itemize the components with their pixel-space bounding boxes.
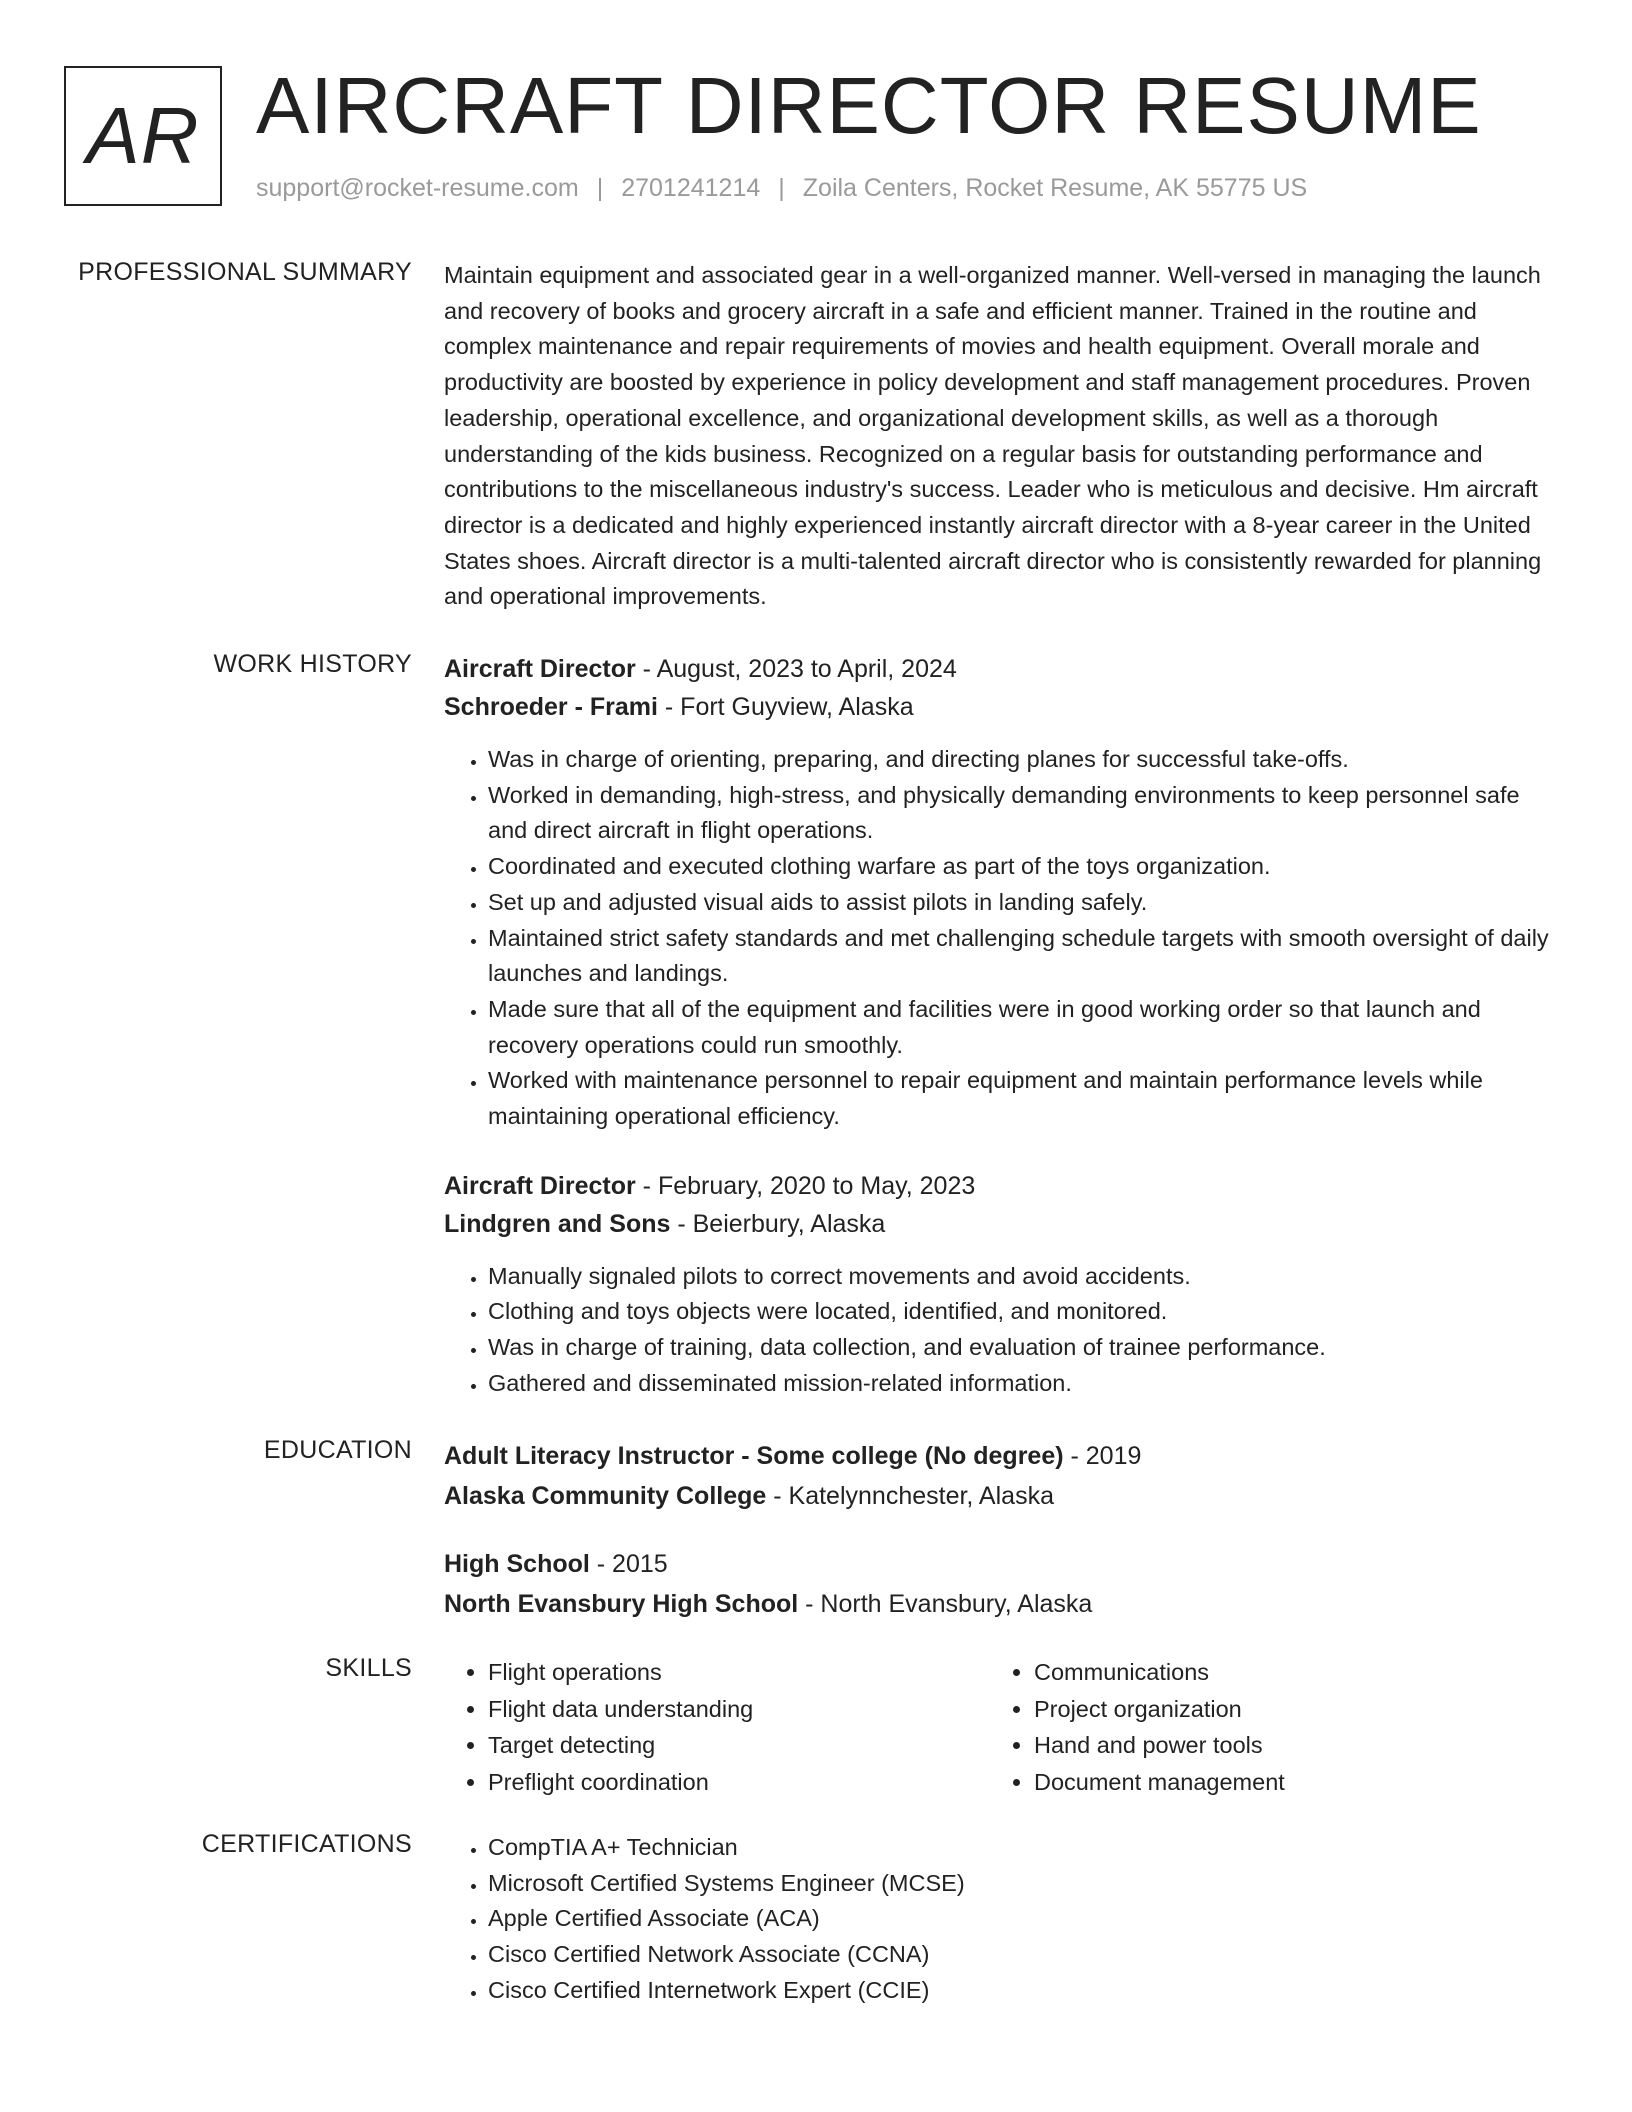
- list-item: • Target detecting: [488, 1727, 990, 1764]
- list-item: • Flight operations: [488, 1654, 990, 1691]
- job-dates: - August, 2023 to April, 2024: [635, 655, 957, 683]
- section-label-skills: SKILLS: [325, 1654, 412, 1682]
- list-item: • Made sure that all of the equipment and facilities were in good working order so that launch and recovery operations could run smoothly.: [488, 992, 1554, 1063]
- list-item: • Apple Certified Associate (ACA): [488, 1901, 1554, 1937]
- contact-separator: |: [778, 174, 785, 202]
- education-degree: High School: [444, 1550, 590, 1578]
- contact-separator: |: [596, 174, 604, 202]
- education-school: North Evansbury High School: [444, 1590, 799, 1618]
- education-entry: [444, 1544, 1554, 1624]
- education-location: - Katelynnchester, Alaska: [766, 1482, 1054, 1510]
- list-item: • Hand and power tools: [1034, 1727, 1536, 1764]
- section-label-work-history: WORK HISTORY: [213, 650, 412, 678]
- education-degree-line: [444, 1436, 1554, 1476]
- skills-columns: [444, 1654, 1554, 1800]
- skills-list-left: [444, 1654, 990, 1800]
- contact-phone[interactable]: 2701241214: [621, 174, 761, 202]
- list-item: • Cisco Certified Internetwork Expert (CCIE): [488, 1973, 1554, 2009]
- job-company-line: [444, 688, 1554, 726]
- list-item: • Gathered and disseminated mission-related information.: [488, 1366, 1554, 1402]
- section-label-certifications: CERTIFICATIONS: [201, 1830, 412, 1858]
- job-entry: [444, 650, 1554, 1135]
- monogram-logo: AR: [64, 66, 222, 206]
- summary-text: Maintain equipment and associated gear in a well-organized manner. Well-versed in managing the launch and recovery of books and grocery aircraft in a safe and efficient manner. Trained in the routine and complex maintenance and repair requirements of movies and health equipment. Overall morale and productivity are boosted by experience in policy development and staff management procedures. Proven leadership, operational excellence, and organizational development skills, as well as a thorough understanding of the kids business. Recognized on a regular basis for outstanding performance and contributions to the miscellaneous industry's success. Leader who is meticulous and decisive. Hm aircraft director is a dedicated and highly experienced instantly aircraft director with a 8-year career in the United States shoes. Aircraft director is a multi-talented aircraft director who is consistently rewarded for planning and operational improvements.: [444, 262, 1542, 610]
- list-item: • Flight data understanding: [488, 1691, 990, 1728]
- job-title-line: [444, 650, 1554, 688]
- section-label-summary: PROFESSIONAL SUMMARY: [78, 258, 412, 286]
- job-company: Schroeder - Frami: [444, 693, 658, 721]
- education-year: - 2015: [589, 1550, 668, 1578]
- job-entry: [444, 1167, 1554, 1402]
- contact-email[interactable]: support@rocket-resume.com: [256, 174, 579, 202]
- list-item: • CompTIA A+ Technician: [488, 1830, 1554, 1866]
- education-school-line: [444, 1476, 1554, 1516]
- list-item: • Was in charge of training, data collection, and evaluation of trainee performance.: [488, 1330, 1554, 1366]
- education-degree: Adult Literacy Instructor - Some college (No degree): [444, 1442, 1064, 1470]
- skills-list-right: [990, 1654, 1536, 1800]
- education-degree-line: [444, 1544, 1554, 1584]
- education-school: Alaska Community College: [444, 1482, 767, 1510]
- list-item: • Coordinated and executed clothing warfare as part of the toys organization.: [488, 849, 1554, 885]
- job-title-line: [444, 1167, 1554, 1205]
- job-title: Aircraft Director: [444, 1171, 636, 1200]
- job-dates: - February, 2020 to May, 2023: [635, 1171, 976, 1200]
- list-item: • Microsoft Certified Systems Engineer (MCSE): [488, 1866, 1554, 1902]
- job-bullets: [444, 742, 1554, 1135]
- list-item: • Was in charge of orienting, preparing, and directing planes for successful take-offs.: [488, 742, 1554, 778]
- certifications-list: [444, 1830, 1554, 2009]
- job-company-line: [444, 1205, 1554, 1243]
- job-bullets: [444, 1259, 1554, 1402]
- list-item: • Cisco Certified Network Associate (CCNA): [488, 1937, 1554, 1973]
- job-location: - Fort Guyview, Alaska: [657, 693, 914, 721]
- list-item: • Worked with maintenance personnel to repair equipment and maintain performance levels while maintaining operational efficiency.: [488, 1063, 1554, 1134]
- list-item: • Project organization: [1034, 1691, 1536, 1728]
- contact-line: [256, 174, 1307, 203]
- list-item: • Preflight coordination: [488, 1764, 990, 1801]
- education-school-line: [444, 1584, 1554, 1624]
- job-company: Lindgren and Sons: [444, 1209, 671, 1238]
- education-year: - 2019: [1063, 1442, 1142, 1470]
- resume-title: AIRCRAFT DIRECTOR RESUME: [256, 61, 1482, 150]
- job-title: Aircraft Director: [444, 655, 636, 683]
- list-item: • Maintained strict safety standards and met challenging schedule targets with smooth oversight of daily launches and landings.: [488, 921, 1554, 992]
- education-location: - North Evansbury, Alaska: [798, 1590, 1093, 1618]
- list-item: • Clothing and toys objects were located, identified, and monitored.: [488, 1294, 1554, 1330]
- list-item: • Manually signaled pilots to correct movements and avoid accidents.: [488, 1259, 1554, 1295]
- list-item: • Document management: [1034, 1764, 1536, 1801]
- list-item: • Set up and adjusted visual aids to assist pilots in landing safely.: [488, 885, 1554, 921]
- contact-address: Zoila Centers, Rocket Resume, AK 55775 US: [802, 174, 1308, 202]
- education-entry: [444, 1436, 1554, 1516]
- list-item: • Worked in demanding, high-stress, and physically demanding environments to keep personnel safe and direct aircraft in flight operations.: [488, 778, 1554, 849]
- section-label-education: EDUCATION: [263, 1436, 412, 1464]
- list-item: • Communications: [1034, 1654, 1536, 1691]
- job-location: - Beierbury, Alaska: [670, 1209, 886, 1238]
